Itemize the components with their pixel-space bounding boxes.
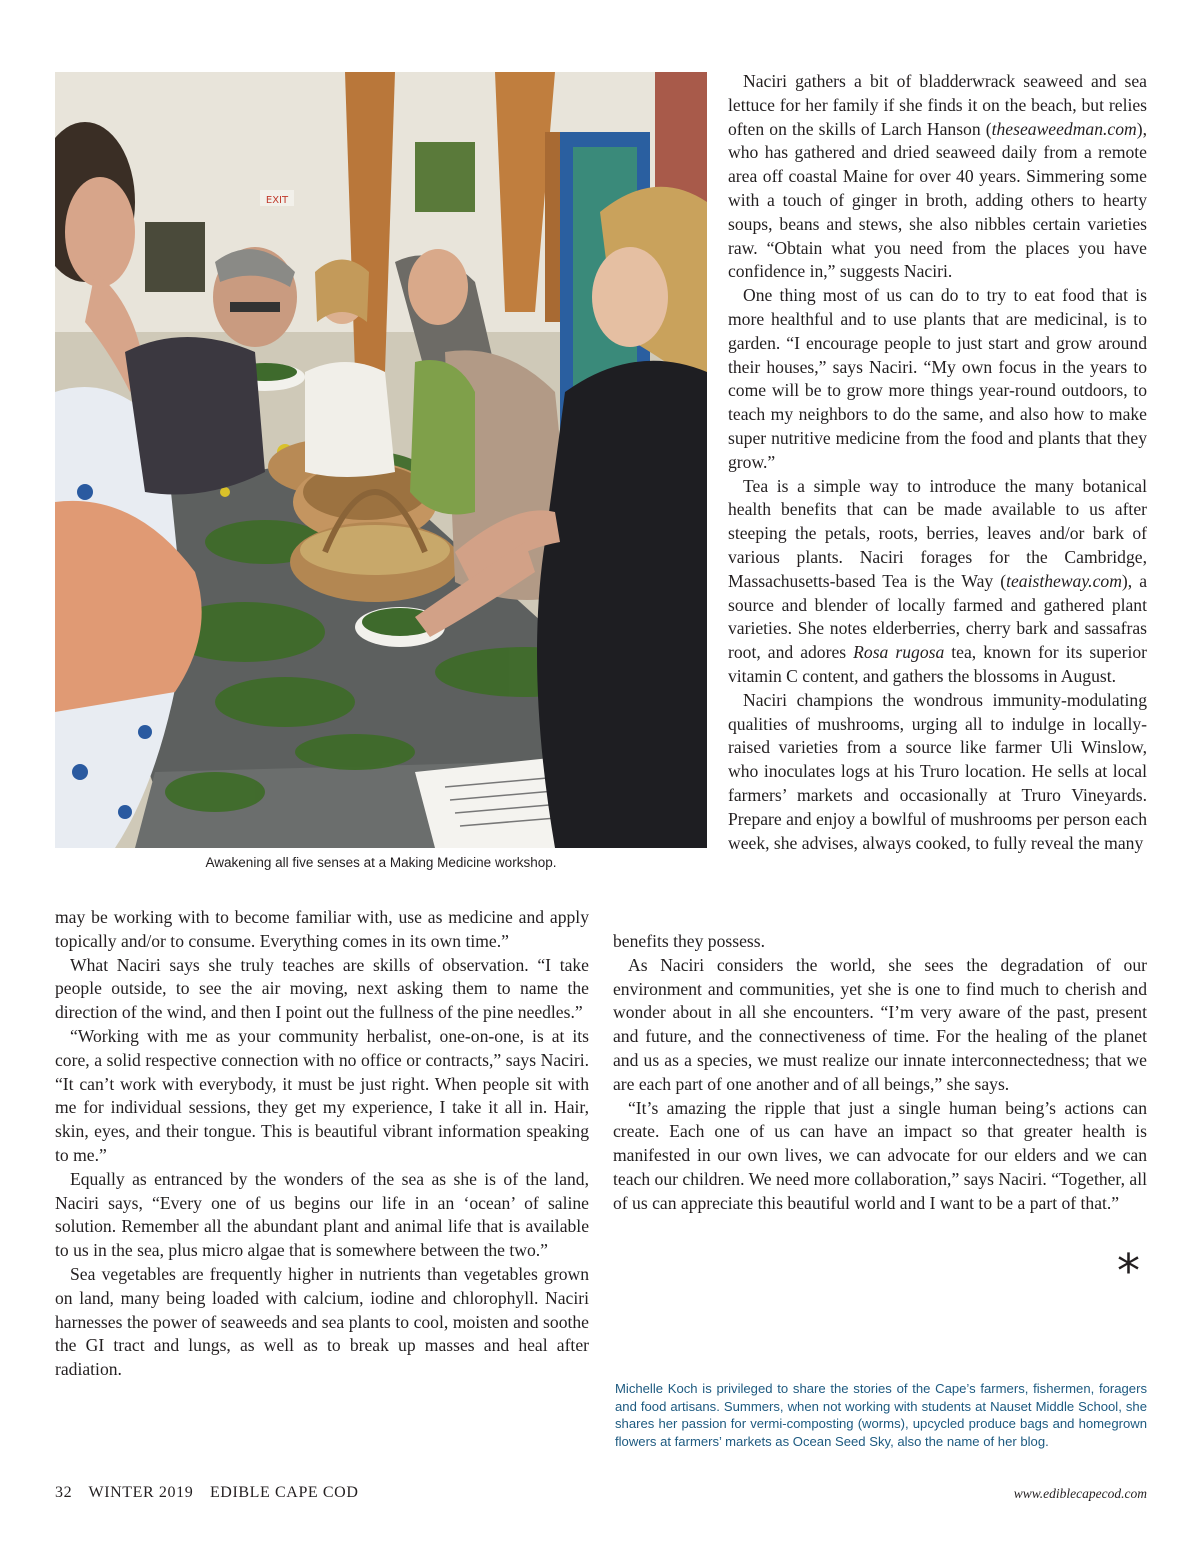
author-bio: Michelle Koch is privileged to share the stories of the Cape’s farmers, fishermen, foragers and food artisans. Summers, when not working with students at Nauset Middle School, she shares her passion for vermi-composting (worms), upcycled produce bags and homegrown flowers at farmers’ markets as Ocean Seed Sky, also the name of her blog. [615,1381,1147,1449]
paragraph: Equally as entranced by the wonders of the sea as she is of the land, Naciri says, “Every one of us begins our life in an ‘ocean’ of saline solution. Remember all the abundant plant and animal life that is available to us in the sea, plus micro algae that is somewhere between the two.” [55,1168,589,1261]
paragraph: may be working with to become familiar with, use as medicine and apply topically and/or to consume. Everything comes in its own time.” [55,907,589,951]
text-run: ), who has gathered and dried seaweed daily from a remote area off coastal Maine for over 40 years. Simmering some with a touch of ginger in broth, adding others to hearty soups, beans and stews, she also nibbles certain varieties raw. “Obtain what you need from the places you have confidence in,” suggests Naciri. [728,118,1147,282]
right-column-bottom [613,930,1147,1216]
page-number: 32 [55,1484,73,1501]
end-of-article-icon: * [1117,1244,1140,1298]
website-link[interactable]: www.ediblecapecod.com [1013,1486,1147,1501]
paragraph: “Working with me as your community herbalist, one-on-one, is at its core, a solid respective connection with no office or contracts,” says Naciri. “It can’t work with everybody, it must be just right. When people sit with me for individual sessions, they get my experience, I take it all in. Hair, skin, eyes, and their tongue. This is beautiful vibrant information speaking to me.” [55,1025,589,1165]
magazine-name: EDIBLE CAPE COD [209,1484,359,1501]
paragraph [728,284,1147,474]
paragraph: As Naciri considers the world, she sees the degradation of our environment and communities, yet she is one to find much to cherish and wonder about in all she encounters. “I’m very aware of the past, present and future, and the connectiveness of time. For the healing of the planet and us as a species, we must realize our innate interconnectedness; that we are each part of one another and of all beings,” she says. [613,954,1147,1094]
plant-name: Rosa rugosa [853,642,945,663]
footer-folio [55,1484,371,1502]
text-run: Naciri gathers a bit of bladderwrack seaweed and sea lettuce for her family if she finds it on the beach, but relies often on the skills of Larch Hanson ( [728,71,1147,139]
issue-label: WINTER 2019 [88,1484,194,1501]
photo-caption: Awakening all five senses at a Making Medicine workshop. [205,855,557,870]
link-theseaweedman: theseaweedman.com [991,118,1137,139]
paragraph: “It’s amazing the ripple that just a single human being’s actions can create. Each one of us can have an impact so that greater health is manifested in our own lives, we can advocate for our elders and we can teach our children. We need more collaboration,” says Naciri. “Together, all of us can appreciate this beautiful world and I want to be a part of that.” [613,1097,1147,1213]
text-run: One thing most of us can do to try to eat food that is more healthful and to use plants that are medicinal, is to garden. “I encourage people to just start and grow around their houses,” says Naciri. “My own focus in the years to come will be to grow more things year-round outdoors, to teach my neighbors to do the same, and also how to make super nutritive medicine from the food and plants that they grow.” [728,285,1147,472]
left-column [55,906,589,1382]
text-run: tea, known for its superior vitamin C content, and gathers the blossoms in August. [728,642,1147,686]
text-run: Tea is a simple way to introduce the many botanical health benefits that can be made available to us after steeping the petals, roots, berries, leaves and/or bark of various plants. Naciri forages for the Cambridge, Massachusetts-based Tea is the Way ( [728,475,1147,591]
text-run: ), a source and blender of locally farmed and gathered plant varieties. She notes elderberries, cherry bark and sassafras root, and adores [728,570,1148,663]
paragraph: What Naciri says she truly teaches are skills of observation. “I take people outside, to see the air moving, next asking them to name the direction of the wind, and then I point out the fullness of the pine needles.” [55,954,589,1023]
workshop-photo-illustration [55,72,707,848]
paragraph [728,475,1147,689]
link-teaistheway: teaistheway.com [1006,570,1122,591]
right-column-top [728,70,1147,855]
paragraph: benefits they possess. [613,931,765,951]
paragraph [728,70,1147,284]
paragraph [728,689,1147,856]
text-run: Naciri champions the wondrous immunity-modulating qualities of mushrooms, urging all to indulge in locally-raised varieties from a source like farmer Uli Winslow, who inoculates logs at his Truro location. He sells at local farmers’ markets and occasionally at Truro Vineyards. Prepare and enjoy a bowlful of mushrooms per person each week, she advises, always cooked, to fully reveal the many [728,689,1147,853]
paragraph: Sea vegetables are frequently higher in nutrients than vegetables grown on land, many being loaded with calcium, iodine and chlorophyll. Naciri harnesses the power of seaweeds and sea plants to cool, moisten and soothe the GI tract and lungs, as well as to break up masses and heal after radiation. [55,1263,589,1380]
workshop-photo [55,72,707,848]
exit-sign-label: EXIT [265,195,289,206]
